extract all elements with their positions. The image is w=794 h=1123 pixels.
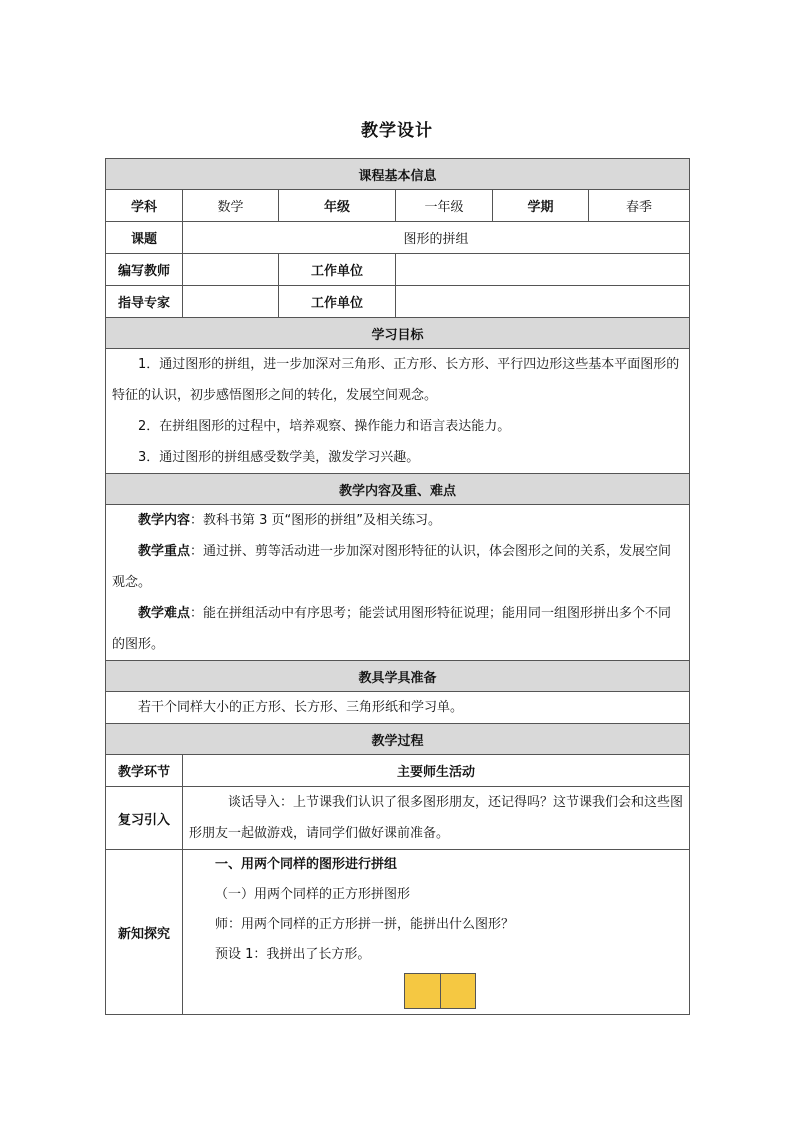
document-title: 教学设计	[361, 121, 433, 141]
basic-info-header: 课程基本信息	[106, 159, 690, 190]
difficult-point-label: 教学难点	[138, 606, 191, 621]
topic-label: 课题	[106, 222, 183, 254]
subject-value: 数学	[183, 190, 279, 222]
process-col-stage: 教学环节	[106, 755, 183, 787]
teacher-value	[183, 254, 279, 286]
grade-label: 年级	[279, 190, 396, 222]
shape-figure-area	[189, 970, 683, 1014]
review-stage-label: 复习引入	[106, 787, 183, 850]
explore-line: 预设 1：我拼出了长方形。	[215, 947, 371, 962]
objective-item: 3．通过图形的拼组感受数学美，激发学习兴趣。	[138, 450, 420, 465]
explore-stage-body	[183, 850, 690, 1015]
unit-value-1	[396, 254, 690, 286]
objective-item: 1．通过图形的拼组，进一步加深对三角形、正方形、长方形、平行四边形这些基本平面图形的特征的认识，初步感悟图形之间的转化，发展空间观念。	[112, 357, 680, 403]
objectives-header: 学习目标	[106, 318, 690, 349]
explore-stage-label: 新知探究	[106, 850, 183, 1015]
process-header: 教学过程	[106, 724, 690, 755]
key-point-text: ：通过拼、剪等活动进一步加深对图形特征的认识，体会图形之间的关系，发展空间观念。	[112, 544, 672, 590]
explore-line: 一、用两个同样的图形进行拼组	[215, 857, 398, 872]
objective-item: 2．在拼组图形的过程中，培养观察、操作能力和语言表达能力。	[138, 419, 511, 434]
materials-header: 教具学具准备	[106, 661, 690, 692]
content-body	[106, 505, 690, 661]
content-label: 教学内容	[138, 513, 191, 528]
key-point-label: 教学重点	[138, 544, 191, 559]
grade-value: 一年级	[396, 190, 493, 222]
review-stage-body	[183, 787, 690, 850]
materials-body	[106, 692, 690, 724]
lesson-plan-table	[105, 158, 690, 1015]
teacher-label: 编写教师	[106, 254, 183, 286]
term-label: 学期	[493, 190, 589, 222]
difficult-point-text: ：能在拼组活动中有序思考；能尝试用图形特征说理；能用同一组图形拼出多个不同的图形。	[112, 606, 672, 652]
two-squares-rectangle-figure	[404, 973, 476, 1009]
explore-line: 师：用两个同样的正方形拼一拼，能拼出什么图形？	[215, 917, 515, 932]
yellow-square	[405, 974, 440, 1008]
process-col-activity: 主要师生活动	[183, 755, 690, 787]
unit-label-2: 工作单位	[279, 286, 396, 318]
topic-value: 图形的拼组	[183, 222, 690, 254]
unit-label-1: 工作单位	[279, 254, 396, 286]
review-text: 谈话导入：上节课我们认识了很多图形朋友，还记得吗？这节课我们会和这些图形朋友一起做游戏，请同学们做好课前准备。	[189, 795, 684, 841]
content-text: ：教科书第 3 页“图形的拼组”及相关练习。	[190, 513, 442, 528]
content-header: 教学内容及重、难点	[106, 474, 690, 505]
subject-label: 学科	[106, 190, 183, 222]
term-value: 春季	[589, 190, 690, 222]
objectives-body	[106, 349, 690, 474]
expert-value	[183, 286, 279, 318]
unit-value-2	[396, 286, 690, 318]
materials-text: 若干个同样大小的正方形、长方形、三角形纸和学习单。	[138, 700, 464, 715]
explore-line: （一）用两个同样的正方形拼图形	[215, 887, 411, 902]
yellow-square	[440, 974, 476, 1008]
expert-label: 指导专家	[106, 286, 183, 318]
